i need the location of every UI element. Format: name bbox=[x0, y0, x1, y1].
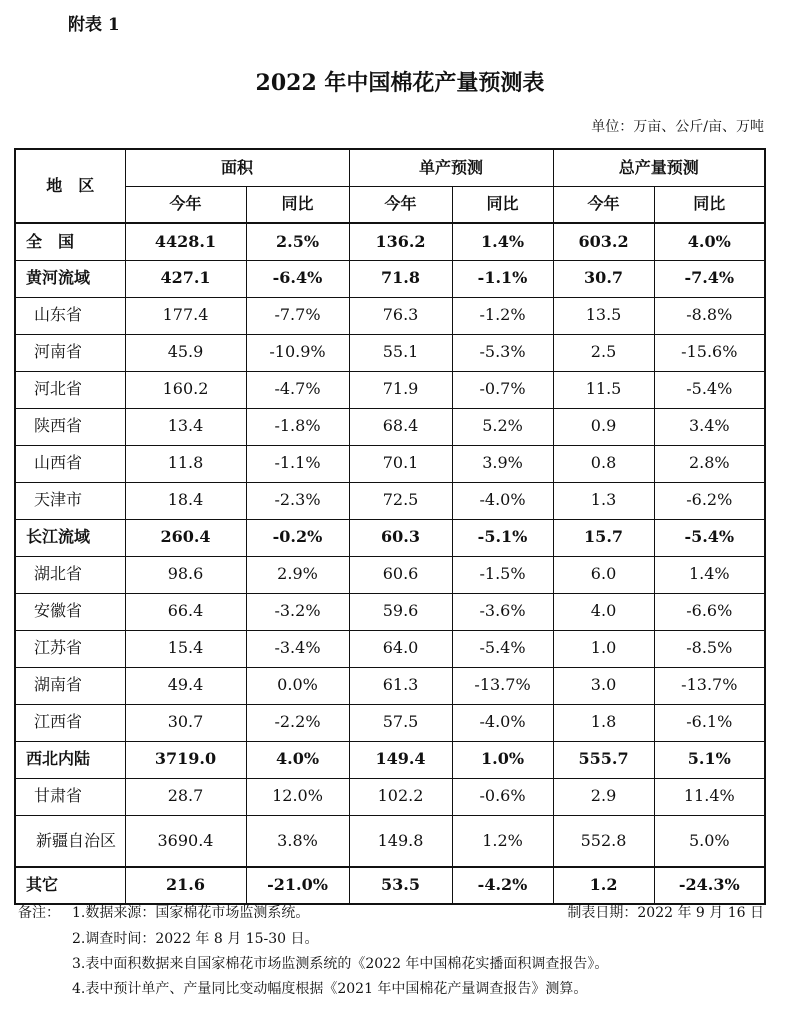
yield-yoy-cell: -4.2% bbox=[452, 867, 553, 904]
area-value-cell: 66.4 bbox=[125, 593, 246, 630]
area-yoy-cell: -4.7% bbox=[246, 371, 349, 408]
output-yoy-cell: -6.1% bbox=[654, 704, 765, 741]
yield-yoy-cell: 1.0% bbox=[452, 741, 553, 778]
yield-yoy-cell: 5.2% bbox=[452, 408, 553, 445]
region-cell: 湖北省 bbox=[15, 556, 125, 593]
table-row bbox=[15, 445, 765, 482]
table-row bbox=[15, 593, 765, 630]
yield-yoy-cell: -1.1% bbox=[452, 260, 553, 297]
area-value-cell: 4428.1 bbox=[125, 223, 246, 260]
output-yoy-cell: -5.4% bbox=[654, 519, 765, 556]
region-cell: 河北省 bbox=[15, 371, 125, 408]
area-yoy-cell: -3.4% bbox=[246, 630, 349, 667]
table-row bbox=[15, 297, 765, 334]
header-yield: 单产预测 bbox=[349, 149, 553, 186]
note-item-3: 3.表中面积数据来自国家棉花市场监测系统的《2022 年中国棉花实播面积调查报告》。 bbox=[72, 956, 609, 972]
region-cell: 山东省 bbox=[15, 297, 125, 334]
output-yoy-cell: -6.2% bbox=[654, 482, 765, 519]
area-yoy-cell: 0.0% bbox=[246, 667, 349, 704]
output-value-cell: 6.0 bbox=[553, 556, 654, 593]
yield-yoy-cell: -1.5% bbox=[452, 556, 553, 593]
output-value-cell: 1.0 bbox=[553, 630, 654, 667]
page-title: 2022 年中国棉花产量预测表 bbox=[255, 70, 545, 96]
area-yoy-cell: 12.0% bbox=[246, 778, 349, 815]
area-value-cell: 3690.4 bbox=[125, 815, 246, 867]
output-value-cell: 603.2 bbox=[553, 223, 654, 260]
yield-value-cell: 102.2 bbox=[349, 778, 452, 815]
output-yoy-cell: 5.1% bbox=[654, 741, 765, 778]
area-value-cell: 15.4 bbox=[125, 630, 246, 667]
output-yoy-cell: 4.0% bbox=[654, 223, 765, 260]
region-cell: 黄河流域 bbox=[15, 260, 125, 297]
attachment-label: 附表 1 bbox=[68, 15, 120, 35]
table-row bbox=[15, 371, 765, 408]
subheader-yoy: 同比 bbox=[246, 186, 349, 223]
output-value-cell: 2.9 bbox=[553, 778, 654, 815]
output-yoy-cell: -8.5% bbox=[654, 630, 765, 667]
area-value-cell: 30.7 bbox=[125, 704, 246, 741]
yield-yoy-cell: -3.6% bbox=[452, 593, 553, 630]
area-value-cell: 18.4 bbox=[125, 482, 246, 519]
area-value-cell: 21.6 bbox=[125, 867, 246, 904]
area-yoy-cell: 2.5% bbox=[246, 223, 349, 260]
area-yoy-cell: -1.8% bbox=[246, 408, 349, 445]
area-value-cell: 13.4 bbox=[125, 408, 246, 445]
output-yoy-cell: -7.4% bbox=[654, 260, 765, 297]
area-value-cell: 260.4 bbox=[125, 519, 246, 556]
yield-value-cell: 64.0 bbox=[349, 630, 452, 667]
output-value-cell: 3.0 bbox=[553, 667, 654, 704]
yield-value-cell: 149.8 bbox=[349, 815, 452, 867]
area-yoy-cell: -2.3% bbox=[246, 482, 349, 519]
table-row bbox=[15, 778, 765, 815]
yield-value-cell: 72.5 bbox=[349, 482, 452, 519]
yield-value-cell: 149.4 bbox=[349, 741, 452, 778]
table-row bbox=[15, 482, 765, 519]
output-yoy-cell: -6.6% bbox=[654, 593, 765, 630]
yield-yoy-cell: -5.3% bbox=[452, 334, 553, 371]
area-yoy-cell: 2.9% bbox=[246, 556, 349, 593]
header-region: 地 区 bbox=[15, 149, 125, 223]
table-row bbox=[15, 408, 765, 445]
yield-value-cell: 59.6 bbox=[349, 593, 452, 630]
area-value-cell: 11.8 bbox=[125, 445, 246, 482]
area-yoy-cell: -2.2% bbox=[246, 704, 349, 741]
area-yoy-cell: 3.8% bbox=[246, 815, 349, 867]
subheader-this-year: 今年 bbox=[349, 186, 452, 223]
table-row bbox=[15, 630, 765, 667]
region-cell: 陕西省 bbox=[15, 408, 125, 445]
output-yoy-cell: 5.0% bbox=[654, 815, 765, 867]
yield-value-cell: 57.5 bbox=[349, 704, 452, 741]
region-cell: 江苏省 bbox=[15, 630, 125, 667]
yield-yoy-cell: 3.9% bbox=[452, 445, 553, 482]
table-row bbox=[15, 334, 765, 371]
note-item-4: 4.表中预计单产、产量同比变动幅度根据《2021 年中国棉花产量调查报告》测算。 bbox=[72, 981, 588, 997]
output-value-cell: 1.2 bbox=[553, 867, 654, 904]
subheader-yoy: 同比 bbox=[452, 186, 553, 223]
region-cell: 天津市 bbox=[15, 482, 125, 519]
output-yoy-cell: -8.8% bbox=[654, 297, 765, 334]
subheader-yoy: 同比 bbox=[654, 186, 765, 223]
output-value-cell: 1.8 bbox=[553, 704, 654, 741]
output-value-cell: 13.5 bbox=[553, 297, 654, 334]
yield-value-cell: 55.1 bbox=[349, 334, 452, 371]
yield-yoy-cell: -5.1% bbox=[452, 519, 553, 556]
output-value-cell: 11.5 bbox=[553, 371, 654, 408]
yield-yoy-cell: -0.6% bbox=[452, 778, 553, 815]
region-cell: 湖南省 bbox=[15, 667, 125, 704]
subheader-this-year: 今年 bbox=[125, 186, 246, 223]
output-yoy-cell: 11.4% bbox=[654, 778, 765, 815]
area-value-cell: 98.6 bbox=[125, 556, 246, 593]
table-row bbox=[15, 815, 765, 867]
yield-value-cell: 60.6 bbox=[349, 556, 452, 593]
area-value-cell: 177.4 bbox=[125, 297, 246, 334]
area-yoy-cell: -10.9% bbox=[246, 334, 349, 371]
area-yoy-cell: -21.0% bbox=[246, 867, 349, 904]
yield-value-cell: 76.3 bbox=[349, 297, 452, 334]
table-row bbox=[15, 556, 765, 593]
note-item-2: 2.调查时间：2022 年 8 月 15-30 日。 bbox=[72, 931, 319, 947]
table-row bbox=[15, 260, 765, 297]
yield-value-cell: 61.3 bbox=[349, 667, 452, 704]
notes-label: 备注： bbox=[18, 905, 60, 921]
yield-yoy-cell: 1.4% bbox=[452, 223, 553, 260]
table-row bbox=[15, 667, 765, 704]
area-value-cell: 45.9 bbox=[125, 334, 246, 371]
area-yoy-cell: -3.2% bbox=[246, 593, 349, 630]
area-yoy-cell: -7.7% bbox=[246, 297, 349, 334]
yield-yoy-cell: -4.0% bbox=[452, 704, 553, 741]
output-value-cell: 1.3 bbox=[553, 482, 654, 519]
yield-yoy-cell: -13.7% bbox=[452, 667, 553, 704]
area-yoy-cell: 4.0% bbox=[246, 741, 349, 778]
area-value-cell: 160.2 bbox=[125, 371, 246, 408]
yield-yoy-cell: -1.2% bbox=[452, 297, 553, 334]
table-row bbox=[15, 704, 765, 741]
table-row bbox=[15, 867, 765, 904]
area-yoy-cell: -6.4% bbox=[246, 260, 349, 297]
cotton-forecast-table bbox=[14, 148, 766, 905]
region-cell: 全 国 bbox=[15, 223, 125, 260]
output-yoy-cell: 2.8% bbox=[654, 445, 765, 482]
yield-value-cell: 60.3 bbox=[349, 519, 452, 556]
output-value-cell: 30.7 bbox=[553, 260, 654, 297]
yield-value-cell: 136.2 bbox=[349, 223, 452, 260]
table-row bbox=[15, 223, 765, 260]
yield-yoy-cell: -0.7% bbox=[452, 371, 553, 408]
yield-value-cell: 70.1 bbox=[349, 445, 452, 482]
output-yoy-cell: 1.4% bbox=[654, 556, 765, 593]
output-yoy-cell: -15.6% bbox=[654, 334, 765, 371]
yield-value-cell: 53.5 bbox=[349, 867, 452, 904]
unit-note: 单位：万亩、公斤/亩、万吨 bbox=[591, 119, 764, 135]
header-area: 面积 bbox=[125, 149, 349, 186]
table-body bbox=[15, 223, 765, 904]
table-row bbox=[15, 741, 765, 778]
region-cell: 河南省 bbox=[15, 334, 125, 371]
region-cell: 甘肃省 bbox=[15, 778, 125, 815]
output-yoy-cell: -5.4% bbox=[654, 371, 765, 408]
area-value-cell: 427.1 bbox=[125, 260, 246, 297]
header-output: 总产量预测 bbox=[553, 149, 765, 186]
output-yoy-cell: -24.3% bbox=[654, 867, 765, 904]
output-value-cell: 2.5 bbox=[553, 334, 654, 371]
yield-yoy-cell: 1.2% bbox=[452, 815, 553, 867]
region-cell: 安徽省 bbox=[15, 593, 125, 630]
region-cell: 新疆自治区 bbox=[15, 815, 125, 867]
yield-value-cell: 71.9 bbox=[349, 371, 452, 408]
output-value-cell: 552.8 bbox=[553, 815, 654, 867]
table-row bbox=[15, 519, 765, 556]
region-cell: 山西省 bbox=[15, 445, 125, 482]
output-value-cell: 0.9 bbox=[553, 408, 654, 445]
yield-yoy-cell: -5.4% bbox=[452, 630, 553, 667]
area-yoy-cell: -1.1% bbox=[246, 445, 349, 482]
output-value-cell: 555.7 bbox=[553, 741, 654, 778]
output-value-cell: 0.8 bbox=[553, 445, 654, 482]
area-yoy-cell: -0.2% bbox=[246, 519, 349, 556]
output-value-cell: 4.0 bbox=[553, 593, 654, 630]
region-cell: 长江流域 bbox=[15, 519, 125, 556]
yield-yoy-cell: -4.0% bbox=[452, 482, 553, 519]
region-cell: 西北内陆 bbox=[15, 741, 125, 778]
area-value-cell: 28.7 bbox=[125, 778, 246, 815]
region-cell: 江西省 bbox=[15, 704, 125, 741]
output-yoy-cell: -13.7% bbox=[654, 667, 765, 704]
output-yoy-cell: 3.4% bbox=[654, 408, 765, 445]
output-value-cell: 15.7 bbox=[553, 519, 654, 556]
area-value-cell: 3719.0 bbox=[125, 741, 246, 778]
subheader-this-year: 今年 bbox=[553, 186, 654, 223]
area-value-cell: 49.4 bbox=[125, 667, 246, 704]
region-cell: 其它 bbox=[15, 867, 125, 904]
yield-value-cell: 68.4 bbox=[349, 408, 452, 445]
note-item-1: 1.数据来源：国家棉花市场监测系统。 bbox=[72, 905, 310, 921]
table-date: 制表日期：2022 年 9 月 16 日 bbox=[567, 905, 764, 921]
yield-value-cell: 71.8 bbox=[349, 260, 452, 297]
